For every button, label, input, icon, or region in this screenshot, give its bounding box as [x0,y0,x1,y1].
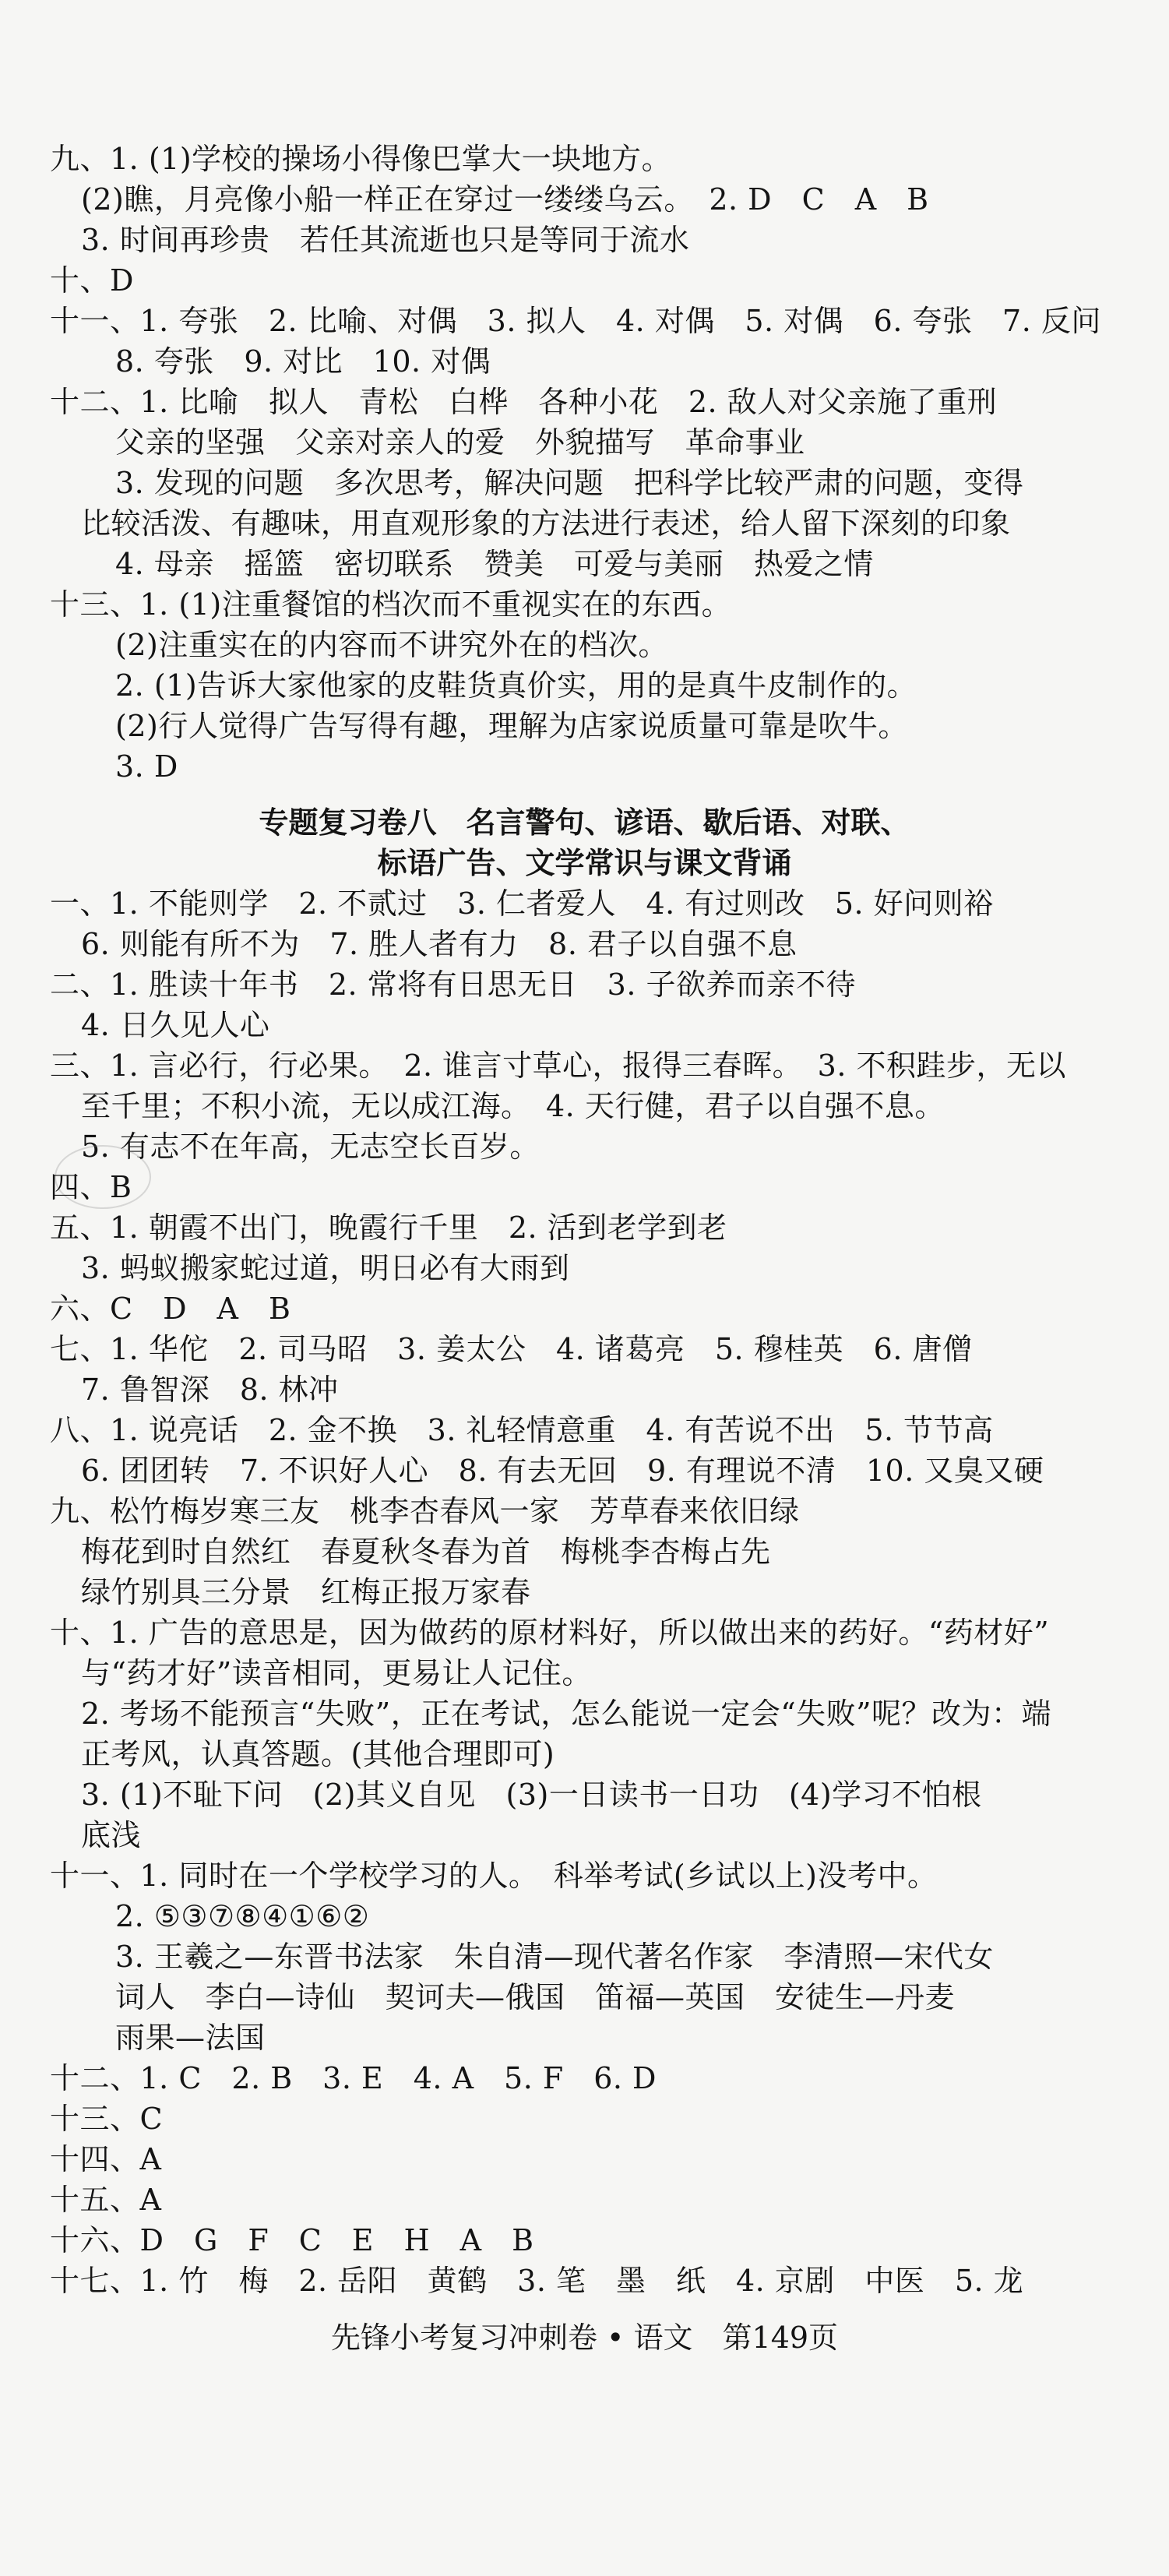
answer-line: 十、D [50,263,134,298]
answer-line: 四、B [50,1170,132,1204]
answer-line: 十一、1. 夸张 2. 比喻、对偶 3. 拟人 4. 对偶 5. 对偶 6. 夸张 7. 反问 [50,304,1101,338]
answer-line: 八、1. 说亮话 2. 金不换 3. 礼轻情意重 4. 有苦说不出 5. 节节高 [50,1413,994,1447]
answer-line: 九、1. (1)学校的操场小得像巴掌大一块地方。 [50,142,672,176]
answer-line: (2)注重实在的内容而不讲究外在的档次。 [115,628,668,662]
answer-line: 3. 蚂蚁搬家蛇过道，明日必有大雨到 [81,1251,570,1285]
answer-line: 三、1. 言必行，行必果。 2. 谁言寸草心，报得三春晖。 3. 不积跬步，无以 [50,1048,1067,1083]
answer-line: 十三、C [50,2102,164,2136]
answer-line: 七、1. 华佗 2. 司马昭 3. 姜太公 4. 诸葛亮 5. 穆桂英 6. 唐僧 [50,1332,973,1366]
answer-line: 正考风，认真答题。(其他合理即可) [81,1737,555,1771]
answer-line: 十二、1. C 2. B 3. E 4. A 5. F 6. D [50,2061,657,2095]
answer-line: 父亲的坚强 父亲对亲人的爱 外貌描写 革命事业 [115,425,805,460]
answer-line: 雨果—法国 [115,2021,266,2055]
answer-line: 3. 时间再珍贵 若任其流逝也只是等同于流水 [81,223,690,257]
section-title-line-2: 标语广告、文学常识与课文背诵 [377,845,792,880]
answer-line: 十、1. 广告的意思是，因为做药的原材料好，所以做出来的药好。“药材好” [50,1616,1050,1650]
answer-line: 与“药才好”读音相同，更易让人记住。 [81,1656,592,1690]
answer-line: 十二、1. 比喻 拟人 青松 白桦 各种小花 2. 敌人对父亲施了重刑 [50,385,998,419]
answer-line: 梅花到时自然红 春夏秋冬春为首 梅桃李杏梅占先 [81,1535,771,1569]
page-footer: 先锋小考复习冲刺卷 • 语文 第149页 [330,2321,839,2355]
answer-line: 十六、D G F C E H A B [50,2223,534,2257]
answer-line: 六、C D A B [50,1292,291,1326]
answer-line: 8. 夸张 9. 对比 10. 对偶 [115,344,491,379]
answer-line: 十五、A [50,2183,162,2217]
answer-line: 一、1. 不能则学 2. 不贰过 3. 仁者爱人 4. 有过则改 5. 好问则裕 [50,886,994,921]
answer-line: 3. D [115,749,178,784]
answer-line: 二、1. 胜读十年书 2. 常将有日思无日 3. 子欲养而亲不待 [50,967,857,1002]
answer-line: 7. 鲁智深 8. 林冲 [81,1373,339,1407]
answer-line: 3. 发现的问题 多次思考，解决问题 把科学比较严肃的问题，变得 [115,466,1024,500]
answer-line: 比较活泼、有趣味，用直观形象的方法进行表述，给人留下深刻的印象 [81,506,1011,541]
answer-line: 6. 团团转 7. 不识好人心 8. 有去无回 9. 有理说不清 10. 又臭又硬 [81,1454,1044,1488]
answer-line: 2. ⑤③⑦⑧④①⑥② [115,1899,370,1933]
answer-line: 底浅 [81,1818,142,1852]
answer-line: (2)瞧，月亮像小船一样正在穿过一缕缕乌云。 2. D C A B [81,182,929,217]
answer-line: 2. 考场不能预言“失败”，正在考试，怎么能说一定会“失败”呢？改为：端 [81,1697,1052,1731]
answer-line: 2. (1)告诉大家他家的皮鞋货真价实，用的是真牛皮制作的。 [115,668,917,703]
answer-line: 4. 母亲 摇篮 密切联系 赞美 可爱与美丽 热爱之情 [115,547,874,581]
answer-line: 十四、A [50,2142,162,2176]
answer-line: 绿竹别具三分景 红梅正报万家春 [81,1575,531,1609]
answer-line: 6. 则能有所不为 7. 胜人者有力 8. 君子以自强不息 [81,927,798,961]
answer-line: 五、1. 朝霞不出门，晚霞行千里 2. 活到老学到老 [50,1210,727,1245]
answer-line: 十一、1. 同时在一个学校学习的人。 科举考试(乡试以上)没考中。 [50,1859,938,1893]
answer-line: 3. (1)不耻下问 (2)其义自见 (3)一日读书一日功 (4)学习不怕根 [81,1778,982,1812]
answer-line: (2)行人觉得广告写得有趣，理解为店家说质量可靠是吹牛。 [115,709,908,743]
answer-line: 至千里；不积小流，无以成江海。 4. 天行健，君子以自强不息。 [81,1089,945,1123]
answer-line: 4. 日久见人心 [81,1008,270,1042]
answer-line: 词人 李白—诗仙 契诃夫—俄国 笛福—英国 安徒生—丹麦 [115,1980,956,2014]
answer-line: 十七、1. 竹 梅 2. 岳阳 黄鹤 3. 笔 墨 纸 4. 京剧 中医 5. 龙 [50,2264,1024,2298]
answer-line: 3. 王羲之—东晋书法家 朱自清—现代著名作家 李清照—宋代女 [115,1940,994,1974]
section-title-line-1: 专题复习卷八 名言警句、谚语、歇后语、对联、 [259,805,910,840]
answer-line: 5. 有志不在年高，无志空长百岁。 [81,1129,540,1164]
answer-line: 十三、1. (1)注重餐馆的档次而不重视实在的东西。 [50,587,732,622]
answer-line: 九、松竹梅岁寒三友 桃李杏春风一家 芳草春来依旧绿 [50,1494,800,1528]
